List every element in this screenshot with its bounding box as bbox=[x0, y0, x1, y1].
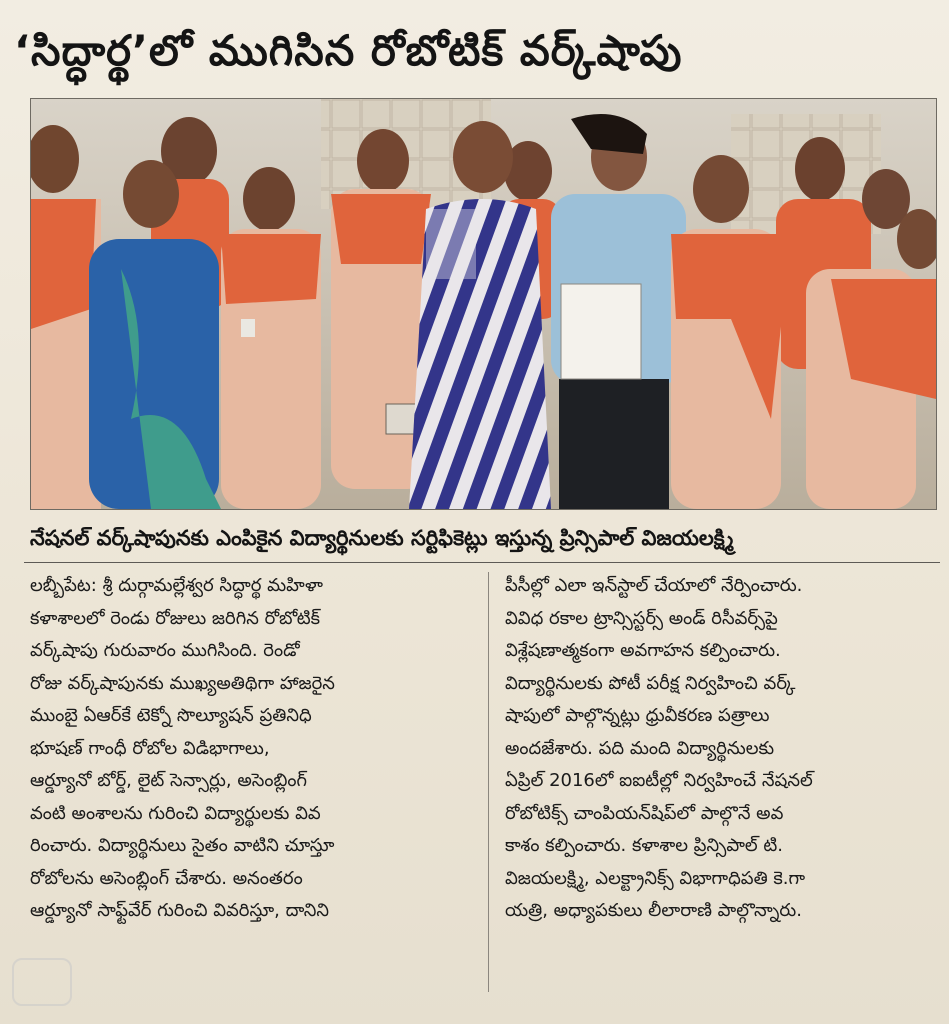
text-line: లబ్బీపేట: శ్రీ దుర్గామల్లేశ్వర సిద్ధార్థ మహిళా bbox=[30, 575, 323, 596]
text-line: ఏప్రిల్ 2016లో ఐఐటీల్లో నిర్వహించే నేషనల్ bbox=[505, 770, 813, 791]
text-line: విశ్లేషణాత్మకంగా అవగాహన కల్పించారు. bbox=[505, 640, 781, 661]
headline: ‘సిద్ధార్థ’లో ముగిసిన రోబోటిక్ వర్క్‌షాపు bbox=[14, 26, 683, 75]
caption-divider bbox=[24, 562, 940, 563]
text-line: రోబోలను అసెంబ్లింగ్ చేశారు. అనంతరం bbox=[30, 867, 303, 889]
text-line: వివిధ రకాల ట్రాన్సిస్టర్స్ అండ్ రిసీవర్స్‌పై bbox=[505, 607, 778, 629]
text-line: రోజు వర్క్‌షాపునకు ముఖ్యఅతిథిగా హాజరైన bbox=[30, 672, 335, 694]
text-line: కళాశాలలో రెండు రోజులు జరిగిన రోబోటిక్ bbox=[30, 607, 321, 629]
text-line: యత్రి, అధ్యాపకులు లీలారాణి పాల్గొన్నారు. bbox=[505, 900, 802, 921]
text-line: ఆర్డ్యూనో సాఫ్ట్‌వేర్ గురించి వివరిస్తూ, దానిని bbox=[30, 900, 330, 921]
text-line: పీసీల్లో ఎలా ఇన్‌స్టాల్ చేయాలో నేర్పించారు. bbox=[505, 575, 803, 596]
text-line: వంటి అంశాలను గురించి విద్యార్థులకు వివ bbox=[30, 802, 321, 824]
text-line: కాశం కల్పించారు. కళాశాల ప్రిన్సిపాల్ టి. bbox=[505, 835, 783, 856]
text-line: భూషణ్ గాంధీ రోబోల విడిభాగాలు, bbox=[30, 737, 270, 759]
text-line: ఆర్డ్యూనో బోర్డ్, లైట్ సెన్సార్లు, అసెంబ్లింగ్ bbox=[30, 770, 307, 791]
text-line: వర్క్‌షాపు గురువారం ముగిసింది. రెండో bbox=[30, 640, 300, 661]
text-line: విజయలక్ష్మి, ఎలక్ట్రానిక్స్ విభాగాధిపతి కె.గా bbox=[505, 867, 806, 889]
text-line: షాపులో పాల్గొన్నట్లు ధ్రువీకరణ పత్రాలు bbox=[505, 705, 770, 726]
column-rule bbox=[488, 572, 489, 992]
text-line: ముంబై ఏఆర్‌కే టెక్నో సొల్యూషన్ ప్రతినిధి bbox=[30, 705, 312, 726]
text-line: రోబోటిక్స్ చాంపియన్‌షిప్‌లో పాల్గొనే అవ bbox=[505, 802, 784, 824]
news-photo bbox=[30, 98, 937, 510]
text-line: విద్యార్థినులకు పోటీ పరీక్ష నిర్వహించి వర్క్ bbox=[505, 672, 796, 694]
text-line: అందజేశారు. పది మంది విద్యార్థినులకు bbox=[505, 737, 775, 759]
text-line: రించారు. విద్యార్థినులు సైతం వాటిని చూస్తూ bbox=[30, 835, 335, 856]
article-column-left bbox=[30, 570, 470, 1010]
article-column-right bbox=[505, 570, 945, 1010]
photo-caption: నేషనల్ వర్క్‌షాపునకు ఎంపికైన విద్యార్థినులకు సర్టిఫికెట్లు ఇస్తున్న ప్రిన్సిపాల్ విజయలక్ష్మి bbox=[30, 526, 734, 550]
scanner-watermark-icon bbox=[12, 958, 72, 1006]
